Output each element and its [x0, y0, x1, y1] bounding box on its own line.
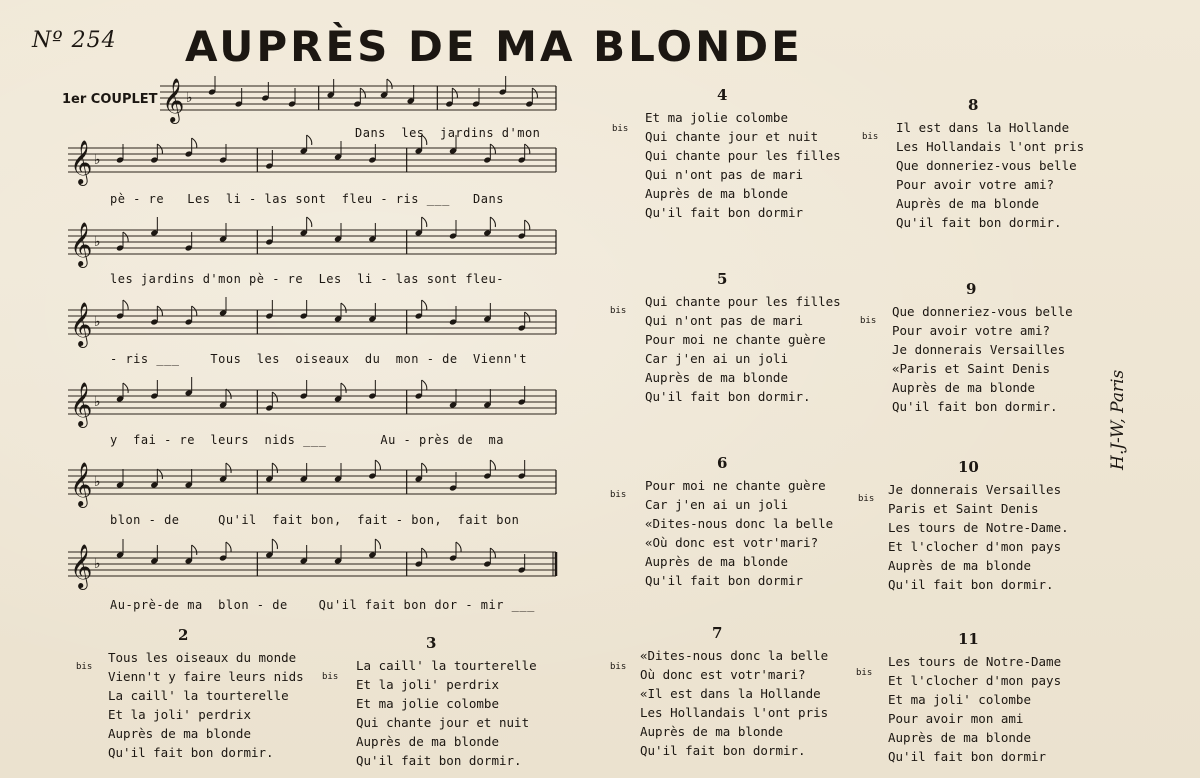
stanza-line: Car j'en ai un joli	[645, 497, 788, 512]
flat-sign: ♭	[94, 152, 101, 168]
note-flag	[226, 463, 231, 473]
note-flag	[532, 88, 537, 98]
note-flag	[525, 220, 530, 230]
card-number: Nº 254	[32, 28, 117, 53]
stanza-line: «Paris et Saint Denis	[892, 361, 1051, 376]
stanza-line: Pour avoir votre ami?	[892, 323, 1051, 338]
bis-mark: bis	[610, 306, 627, 316]
stanza-line: Et ma jolie colombe	[356, 696, 499, 711]
note-flag	[456, 542, 461, 552]
stanza-line: Auprès de ma blonde	[640, 724, 783, 739]
stanza-line: «Où donc est votr'mari?	[645, 535, 819, 550]
stanza-line: Qu'il fait bon dormir	[645, 205, 804, 220]
note-flag	[422, 380, 427, 390]
stanza-line: Auprès de ma blonde	[896, 196, 1039, 211]
stanza-line: Que donneriez-vous belle	[892, 304, 1073, 319]
note-flag	[307, 135, 312, 145]
flat-sign: ♭	[94, 314, 101, 330]
flat-sign: ♭	[94, 394, 101, 410]
stanza-line: «Il est dans la Hollande	[640, 686, 821, 701]
note-flag	[422, 300, 427, 310]
stanza-line: Qui chante jour et nuit	[645, 129, 819, 144]
note-flag	[307, 217, 312, 227]
treble-clef-icon: 𝄞	[70, 302, 93, 346]
stanza-line: Pour moi ne chante guère	[645, 478, 826, 493]
stanza-line: Qui chante pour les filles	[645, 294, 841, 309]
note-flag	[387, 79, 392, 89]
stanza-number: 2	[178, 626, 189, 644]
stanza-number: 8	[968, 96, 979, 114]
bis-mark: bis	[76, 662, 93, 672]
stanza-line: Auprès de ma blonde	[645, 186, 788, 201]
note-flag	[452, 88, 457, 98]
stanza-9	[892, 280, 1092, 416]
stanza-line: Et ma joli' colombe	[888, 692, 1031, 707]
flat-sign: ♭	[94, 474, 101, 490]
note-flag	[490, 217, 495, 227]
note-flag	[341, 303, 346, 313]
stanza-line: Et l'clocher d'mon pays	[888, 673, 1062, 688]
stanza-line: Et ma jolie colombe	[645, 110, 788, 125]
bis-mark: bis	[610, 490, 627, 500]
note-flag	[157, 306, 162, 316]
note-flag	[422, 217, 427, 227]
stanza-line: La caill' la tourterelle	[356, 658, 537, 673]
stanza-line: Qu'il fait bon dormir.	[896, 215, 1062, 230]
lyric-line-3: les jardins d'mon pè - re Les li - las sont fleu-	[110, 272, 504, 286]
note-flag	[525, 312, 530, 322]
stanza-line: Qui n'ont pas de mari	[645, 167, 804, 182]
stanza-10	[888, 458, 1088, 594]
stanza-line: Et la joli' perdrix	[108, 707, 251, 722]
bis-mark: bis	[862, 132, 879, 142]
stanza-line: Vienn't y faire leurs nids	[108, 669, 304, 684]
stanza-line: Qu'il fait bon dormir.	[645, 389, 811, 404]
treble-clef-icon: 𝄞	[70, 222, 93, 266]
flat-sign: ♭	[186, 90, 193, 106]
treble-clef-icon: 𝄞	[70, 382, 93, 426]
note-flag	[192, 138, 197, 148]
stanza-line: Qu'il fait bon dormir.	[108, 745, 274, 760]
stanza-line: Qu'il fait bon dormir.	[356, 753, 522, 768]
stanza-line: Paris et Saint Denis	[888, 501, 1039, 516]
lyric-line-5: y fai - re leurs nids ___ Au - près de ma	[110, 433, 504, 447]
note-flag	[157, 144, 162, 154]
stanza-line: Auprès de ma blonde	[888, 730, 1031, 745]
bis-mark: bis	[322, 672, 339, 682]
stanza-line: Qui chante pour les filles	[645, 148, 841, 163]
treble-clef-icon: 𝄞	[70, 462, 93, 506]
stanza-line: Auprès de ma blonde	[356, 734, 499, 749]
note-flag	[360, 88, 365, 98]
stanza-6	[645, 454, 855, 590]
bis-mark: bis	[856, 668, 873, 678]
treble-clef-icon: 𝄞	[70, 140, 93, 184]
note-flag	[192, 306, 197, 316]
stanza-number: 7	[712, 624, 723, 642]
music-staves	[0, 0, 580, 620]
note-flag	[490, 548, 495, 558]
stanza-line: Tous les oiseaux du monde	[108, 650, 297, 665]
stanza-line: Qu'il fait bon dormir.	[888, 577, 1054, 592]
lyric-line-4: - ris ___ Tous les oiseaux du mon - de Vienn't	[110, 352, 528, 366]
stanza-line: Qu'il fait bon dormir	[645, 573, 804, 588]
stanza-line: Je donnerais Versailles	[888, 482, 1062, 497]
stanza-number: 4	[717, 86, 728, 104]
flat-sign: ♭	[94, 234, 101, 250]
stanza-8	[896, 96, 1096, 232]
flat-sign: ♭	[94, 556, 101, 572]
song-title: AUPRÈS DE MA BLONDE	[185, 22, 803, 71]
stanza-5	[645, 270, 855, 406]
stanza-line: Auprès de ma blonde	[645, 554, 788, 569]
stanza-number: 5	[717, 270, 728, 288]
note-flag	[272, 539, 277, 549]
couplet-label: 1er COUPLET	[62, 92, 158, 107]
bis-mark: bis	[860, 316, 877, 326]
stanza-3	[356, 634, 566, 770]
stanza-7	[640, 624, 850, 760]
stanza-line: Et la joli' perdrix	[356, 677, 499, 692]
note-flag	[375, 460, 380, 470]
stanza-line: La caill' la tourterelle	[108, 688, 289, 703]
stanza-line: Qu'il fait bon dormir.	[640, 743, 806, 758]
lyric-line-6: blon - de Qu'il fait bon, fait - bon, fait bon	[110, 513, 520, 527]
stanza-line: Les tours de Notre-Dame	[888, 654, 1062, 669]
bis-mark: bis	[612, 124, 629, 134]
stanza-2	[108, 626, 318, 762]
stanza-line: Qui chante jour et nuit	[356, 715, 530, 730]
stanza-line: Et l'clocher d'mon pays	[888, 539, 1062, 554]
note-flag	[123, 300, 128, 310]
stanza-line: «Dites-nous donc la belle	[640, 648, 829, 663]
stanza-line: «Dites-nous donc la belle	[645, 516, 834, 531]
stanza-line: Les Hollandais l'ont pris	[896, 139, 1085, 154]
stanza-number: 11	[958, 630, 979, 648]
note-flag	[422, 463, 427, 473]
stanza-line: Je donnerais Versailles	[892, 342, 1066, 357]
note-flag	[490, 460, 495, 470]
lyric-line-1: Dans les jardins d'mon	[355, 126, 541, 140]
note-flag	[525, 144, 530, 154]
treble-clef-icon: 𝄞	[162, 78, 185, 122]
note-flag	[375, 539, 380, 549]
stanza-line: Auprès de ma blonde	[892, 380, 1035, 395]
stanza-line: Qui n'ont pas de mari	[645, 313, 804, 328]
stanza-line: Les tours de Notre-Dame.	[888, 520, 1069, 535]
publisher-imprint: H.J-W, Paris	[1108, 369, 1128, 470]
note-flag	[422, 548, 427, 558]
stanza-line: Pour avoir votre ami?	[896, 177, 1055, 192]
stanza-line: Car j'en ai un joli	[645, 351, 788, 366]
stanza-4	[645, 86, 855, 222]
stanza-line: Que donneriez-vous belle	[896, 158, 1077, 173]
stanza-number: 9	[966, 280, 977, 298]
note-flag	[490, 144, 495, 154]
treble-clef-icon: 𝄞	[70, 544, 93, 588]
bis-mark: bis	[858, 494, 875, 504]
stanza-line: Qu'il fait bon dormir	[888, 749, 1047, 764]
note-flag	[341, 383, 346, 393]
stanza-line: Pour moi ne chante guère	[645, 332, 826, 347]
stanza-line: Auprès de ma blonde	[645, 370, 788, 385]
stanza-line: Les Hollandais l'ont pris	[640, 705, 829, 720]
stanza-number: 3	[426, 634, 437, 652]
stanza-line: Auprès de ma blonde	[888, 558, 1031, 573]
stanza-line: Pour avoir mon ami	[888, 711, 1024, 726]
lyric-line-7: Au-prè-de ma blon - de Qu'il fait bon dor - mir ___	[110, 598, 535, 612]
stanza-line: Qu'il fait bon dormir.	[892, 399, 1058, 414]
bis-mark: bis	[610, 662, 627, 672]
lyric-line-2: pè - re Les li - las sont fleu - ris ___ Dans	[110, 192, 504, 206]
note-flag	[272, 463, 277, 473]
note-flag	[192, 545, 197, 555]
stanza-number: 6	[717, 454, 728, 472]
note-flag	[123, 383, 128, 393]
note-flag	[272, 392, 277, 402]
stanza-11	[888, 630, 1088, 766]
note-flag	[226, 542, 231, 552]
stanza-line: Auprès de ma blonde	[108, 726, 251, 741]
stanza-line: Il est dans la Hollande	[896, 120, 1070, 135]
stanza-number: 10	[958, 458, 979, 476]
stanza-line: Où donc est votr'mari?	[640, 667, 806, 682]
note-flag	[123, 232, 128, 242]
